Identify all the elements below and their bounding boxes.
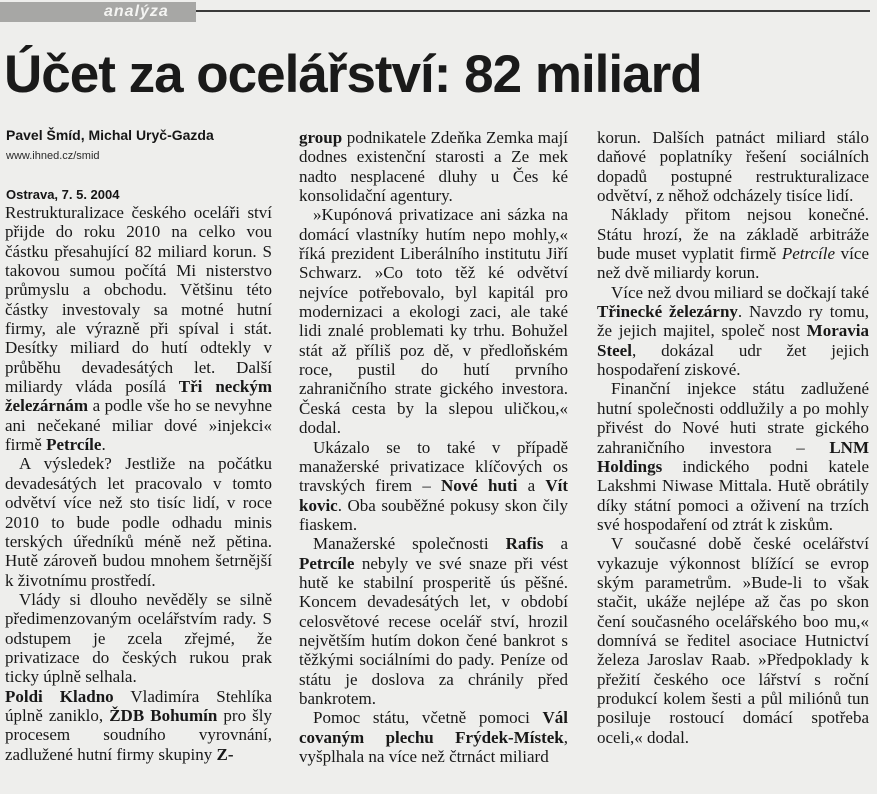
article-authors: Pavel Šmíd, Michal Uryč-Gazda	[6, 127, 214, 143]
paragraph: V současné době české ocelářství vykazuje výkonnost blížící se evrop ským parametrům. »Bude-li to však stačit, ukáže nejlépe až čas po skon čení současného ocelářského boo mu,« domnívá se ředitel asociace Hutnictví železa Jaroslav Raab. »Předpoklady k přežití českého oce lářství s roční produkcí kolem šesti a půl miliónů tun posiluje rostoucí domácí spotřeba oceli,« dodal.	[597, 534, 869, 747]
paragraph: »Kupónová privatizace ani sázka na domácí vlastníky hutím nepo mohly,« říká prezident Liberálního institutu Jiří Schwarz. »Co toto těž ké odvětví nejvíce potřebovalo, byl kapitál pro modernizaci a ekologi zaci, ale také lidi znalé problemati ky trhu. Bohužel stát až příliš poz dě, v předloňském roce, pustil do hutí prvního zahraničního strate gického investora. Česká cesta by la slepou uličkou,« dodal.	[299, 205, 568, 438]
paragraph: Finanční injekce státu zadlužené hutní společnosti oddlužily a po mohly přivést do Nové huti strate gického zahraničního investora – LNM Holdings indického podni katele Lakshmi Niwase Mittala. Hutě obrátily díky státní pomoci a oživení na trzích své hospodaření od ztrát k ziskům.	[597, 379, 869, 534]
article-headline: Účet za ocelářství: 82 miliard	[4, 45, 702, 104]
paragraph: Manažerské společnosti Rafis a Petrcíle nebyly ve své snaze při vést hutě ke stabilní prosperitě ús pěšné. Koncem devadesátých let, v období celosvětové recese ocelář ství, hrozil největším hutím dokon čené bankrot s těžkými sociálními do pady. Peníze od státu je doslova za chránily před bankrotem.	[299, 534, 568, 708]
paragraph: Restrukturalizace českého oceláři ství přijde do roku 2010 na celko vou částku přesahující 82 miliard korun. S takovou sumou počítá Mi nisterstvo průmyslu a obchodu. Většinu této částky investovaly sa motné hutní firmy, ale výrazně při spíval i stát. Desítky miliard do hutí odtekly v průběhu devadesátých let. Další miliardy vláda posílá Tři neckým železárnám a podle vše ho se nevyhne ani nečekané miliar dové »injekci« firmě Petrcíle.	[5, 203, 272, 455]
paragraph: A výsledek? Jestliže na počátku devadesátých let pracovalo v tomto odvětví více než sto tisíc lidí, v roce 2010 to bude podle odhadu minis terských úředníků méně než pětina. Hutě zároveň budou mnohem šetrnější k životnímu prostředí.	[5, 454, 272, 590]
paragraph: Více než dvou miliard se dočkají také Třinecké železárny. Navzdo ry tomu, že jejich majitel, společ nost Moravia Steel, dokázal udr žet jejich hospodaření ziskové.	[597, 282, 869, 380]
paragraph: Náklady přitom nejsou konečné. Státu hrozí, že na základě arbitráže bude muset vyplatit firmě Petrcíle více než dvě miliardy korun.	[597, 205, 869, 283]
paragraph: Ukázalo se to také v případě manažerské privatizace klíčových os travských firem – Nové huti a Vít kovic. Oba souběžné pokusy skon čily fiaskem.	[299, 437, 568, 534]
article-column-3	[597, 128, 869, 794]
article-column-2	[299, 128, 568, 794]
author-url: www.ihned.cz/smid	[6, 150, 100, 162]
paragraph: group podnikatele Zdeňka Zemka mají dodnes existenční starosti a Ze mek nadto nesplacené dluhy u Čes ké konsolidační agentury.	[299, 128, 568, 206]
paragraph: Poldi Kladno Vladimíra Stehlíka úplně zaniklo, ŽDB Bohumín pro šly procesem soudního vyrovnání, zadlužené hutní firmy skupiny Z-	[5, 686, 272, 764]
article-dateline: Ostrava, 7. 5. 2004	[6, 187, 120, 202]
article-column-1	[5, 203, 272, 794]
section-rubric: analýza	[0, 2, 196, 22]
paragraph: Vlády si dlouho nevěděly se silně předimenzovaným ocelářstvím rady. S odstupem je zcela zřejmé, že privatizace do českých rukou prak ticky úplně selhala.	[5, 589, 272, 687]
paragraph: korun. Dalších patnáct miliard stálo daňové poplatníky řešení sociálních dopadů postupné restrukturalizace odvětví, z něhož odcházely tisíce lidí.	[597, 128, 869, 206]
rubric-rule	[104, 10, 870, 12]
paragraph: Pomoc státu, včetně pomoci Vál covaným plechu Frýdek-Místek, vyšplhala na více než čtrnáct miliard	[299, 708, 568, 766]
